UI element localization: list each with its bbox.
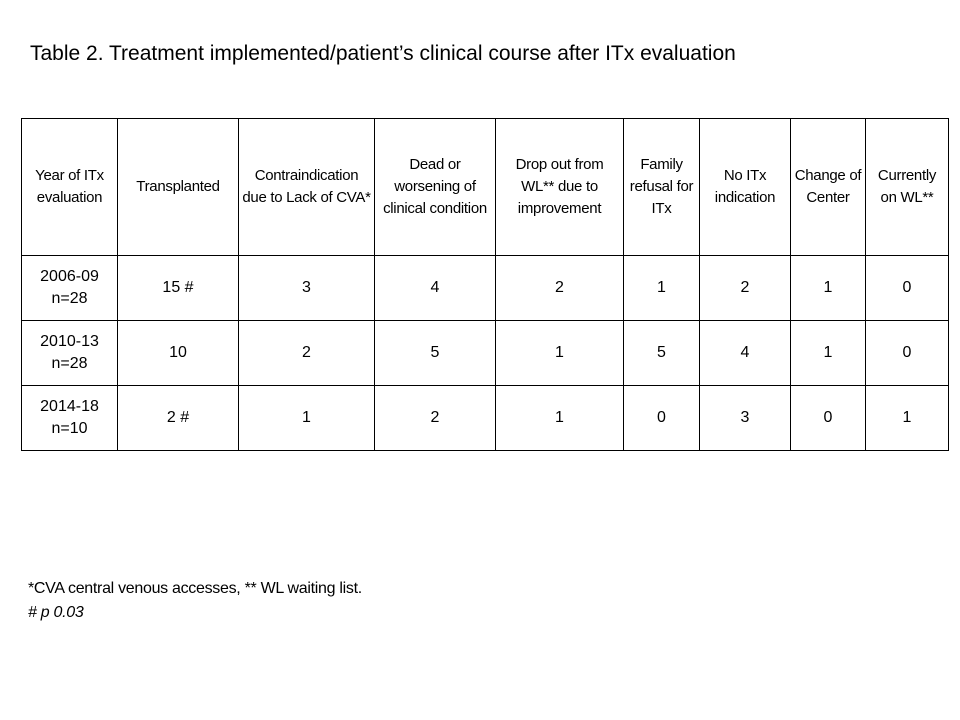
year-label: 2006-09 (40, 268, 99, 285)
family-refusal-cell: 5 (624, 321, 700, 386)
no-itx-indication-cell: 3 (700, 386, 791, 451)
contraindication-cell: 3 (239, 256, 375, 321)
table-row (22, 256, 949, 321)
dead-or-worsening-cell: 5 (375, 321, 496, 386)
year-cell (22, 256, 118, 321)
header-no-itx-indication: No ITx indication (700, 119, 791, 256)
family-refusal-cell: 1 (624, 256, 700, 321)
significance-note: # p 0.03 (28, 604, 84, 621)
drop-out-cell: 1 (496, 321, 624, 386)
family-refusal-cell: 0 (624, 386, 700, 451)
table-row (22, 321, 949, 386)
header-change-of-center: Change of Center (791, 119, 866, 256)
header-transplanted: Transplanted (118, 119, 239, 256)
header-family-refusal: Family refusal for ITx (624, 119, 700, 256)
transplanted-cell: 15 # (118, 256, 239, 321)
drop-out-cell: 2 (496, 256, 624, 321)
header-drop-out: Drop out from WL** due to improvement (496, 119, 624, 256)
year-cell (22, 321, 118, 386)
no-itx-indication-cell: 2 (700, 256, 791, 321)
contraindication-cell: 2 (239, 321, 375, 386)
header-contraindication: Contraindication due to Lack of CVA* (239, 119, 375, 256)
table-row (22, 386, 949, 451)
header-currently-on-wl: Currently on WL** (866, 119, 949, 256)
treatment-table (21, 118, 949, 451)
year-label: 2010-13 (40, 333, 99, 350)
n-label: n=10 (51, 420, 88, 437)
transplanted-cell: 2 # (118, 386, 239, 451)
currently-on-wl-cell: 1 (866, 386, 949, 451)
year-label: 2014-18 (40, 398, 99, 415)
dead-or-worsening-cell: 2 (375, 386, 496, 451)
year-cell (22, 386, 118, 451)
dead-or-worsening-cell: 4 (375, 256, 496, 321)
drop-out-cell: 1 (496, 386, 624, 451)
currently-on-wl-cell: 0 (866, 321, 949, 386)
header-row (22, 119, 949, 256)
contraindication-cell: 1 (239, 386, 375, 451)
abbreviation-note: *CVA central venous accesses, ** WL waiting list. (28, 580, 362, 597)
change-of-center-cell: 0 (791, 386, 866, 451)
table-title: Table 2. Treatment implemented/patient’s clinical course after ITx evaluation (30, 42, 736, 65)
transplanted-cell: 10 (118, 321, 239, 386)
table-footnotes (28, 577, 362, 625)
header-year: Year of ITx evaluation (22, 119, 118, 256)
currently-on-wl-cell: 0 (866, 256, 949, 321)
change-of-center-cell: 1 (791, 321, 866, 386)
n-label: n=28 (51, 290, 88, 307)
n-label: n=28 (51, 355, 88, 372)
header-dead-or-worsening: Dead or worsening of clinical condition (375, 119, 496, 256)
no-itx-indication-cell: 4 (700, 321, 791, 386)
change-of-center-cell: 1 (791, 256, 866, 321)
